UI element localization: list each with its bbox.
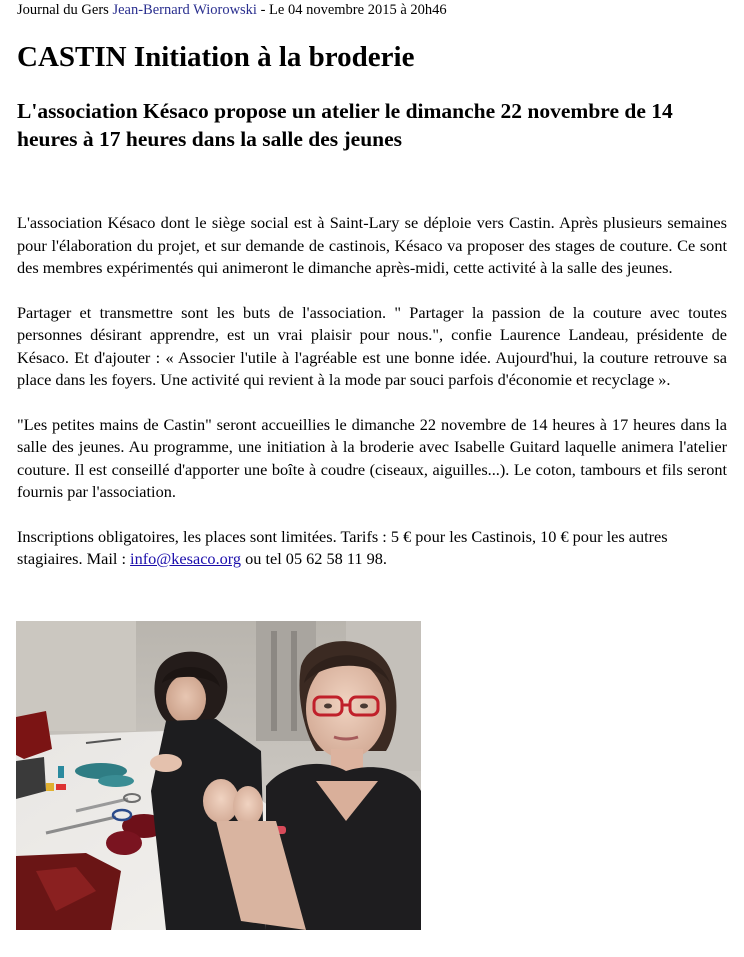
newspaper-name: Journal du Gers: [17, 2, 109, 18]
article-meta: [17, 1, 447, 19]
embroidery-workshop-photo: [16, 621, 421, 930]
paragraph-program: "Les petites mains de Castin" seront accueillies le dimanche 22 novembre de 14 heures à 17 heures dans la salle des jeunes. Au programme, une initiation à la broderie avec Isabelle Guitard laquelle animera l'atelier couture. Il est conseillé d'apporter une boîte à coudre (ciseaux, aiguilles...). Le coton, tambours et fils seront fournis par l'association.: [17, 414, 727, 501]
article-subtitle: L'association Késaco propose un atelier le dimanche 22 novembre de 14 heures à 17 heures dans la salle des jeunes: [17, 99, 673, 151]
paragraph-quote: Partager et transmettre sont les buts de l'association. " Partager la passion de la couture avec toutes personnes désirant apprendre, est un vrai plaisir pour nous.", confie Laurence Landeau, présidente de Késaco. Et d'ajouter : « Associer l'utile à l'agréable est une bonne idée. Aujourd'hui, la couture retrouve sa place dans les foyers. Une activité qui revient à la mode par souci parfois d'économie et recyclage ».: [17, 302, 727, 389]
paragraph-registration: [17, 526, 727, 571]
paragraph-intro: L'association Késaco dont le siège social est à Saint-Lary se déploie vers Castin. Après plusieurs semaines pour l'élaboration du projet, et sur demande de castinois, Késaco va proposer des stages de couture. Ce sont des membres expérimentés qui animeront le dimanche après-midi, cette activité à la salle des jeunes.: [17, 213, 727, 277]
article-photo: [16, 621, 421, 930]
publication-date: - Le 04 novembre 2015 à 20h46: [260, 2, 447, 18]
registration-text: Inscriptions obligatoires, les places sont limitées. Tarifs : 5 € pour les Castinois, 10 € pour les autres stagiaires. Mail :: [17, 526, 668, 568]
article-body: [17, 212, 727, 593]
article-title: CASTIN Initiation à la broderie: [17, 41, 415, 73]
author-link[interactable]: Jean-Bernard Wiorowski: [112, 2, 257, 18]
email-link[interactable]: info@kesaco.org: [130, 549, 242, 568]
phone-text: ou tel 05 62 58 11 98.: [241, 549, 387, 568]
